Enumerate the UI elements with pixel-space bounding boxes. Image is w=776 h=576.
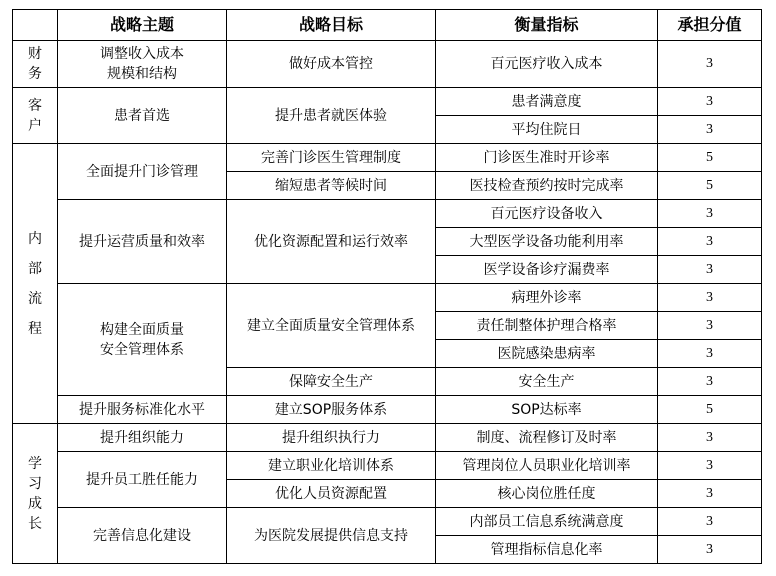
theme-cell: 提升员工胜任能力 (58, 452, 227, 508)
goal-cell: 提升组织执行力 (227, 424, 436, 452)
indicator-cell: 医技检查预约按时完成率 (436, 172, 658, 200)
theme-cell: 全面提升门诊管理 (58, 144, 227, 200)
header-theme: 战略主题 (58, 10, 227, 41)
header-goal: 战略目标 (227, 10, 436, 41)
weight-cell: 5 (658, 144, 762, 172)
indicator-cell: 责任制整体护理合格率 (436, 312, 658, 340)
weight-cell: 3 (658, 424, 762, 452)
table-row (13, 41, 762, 88)
indicator-cell: 内部员工信息系统满意度 (436, 508, 658, 536)
table-row (13, 284, 762, 312)
theme-cell: 构建全面质量 安全管理体系 (58, 284, 227, 396)
indicator-cell: 医学设备诊疗漏费率 (436, 256, 658, 284)
header-indicator: 衡量指标 (436, 10, 658, 41)
weight-cell: 3 (658, 88, 762, 116)
perspective-learning: 学习成长 (13, 424, 58, 564)
weight-cell: 3 (658, 228, 762, 256)
goal-cell: 优化人员资源配置 (227, 480, 436, 508)
weight-cell: 3 (658, 312, 762, 340)
goal-cell: 保障安全生产 (227, 368, 436, 396)
indicator-cell: 百元医疗设备收入 (436, 200, 658, 228)
indicator-cell: 核心岗位胜任度 (436, 480, 658, 508)
perspective-internal: 内部流程 (13, 144, 58, 424)
goal-cell: 完善门诊医生管理制度 (227, 144, 436, 172)
indicator-cell: 门诊医生准时开诊率 (436, 144, 658, 172)
table-row (13, 396, 762, 424)
indicator-cell: 管理岗位人员职业化培训率 (436, 452, 658, 480)
weight-cell: 3 (658, 368, 762, 396)
table-row (13, 200, 762, 228)
weight-cell: 3 (658, 41, 762, 88)
table-row (13, 424, 762, 452)
indicator-cell: 医院感染患病率 (436, 340, 658, 368)
theme-cell: 完善信息化建设 (58, 508, 227, 564)
theme-cell: 提升服务标准化水平 (58, 396, 227, 424)
weight-cell: 3 (658, 200, 762, 228)
theme-cell: 调整收入成本 规模和结构 (58, 41, 227, 88)
table-row (13, 452, 762, 480)
weight-cell: 3 (658, 116, 762, 144)
weight-cell: 5 (658, 396, 762, 424)
weight-cell: 3 (658, 536, 762, 564)
goal-cell: 为医院发展提供信息支持 (227, 508, 436, 564)
theme-cell: 提升组织能力 (58, 424, 227, 452)
indicator-cell: SOP达标率 (436, 396, 658, 424)
weight-cell: 5 (658, 172, 762, 200)
weight-cell: 3 (658, 340, 762, 368)
goal-cell: 提升患者就医体验 (227, 88, 436, 144)
header-row (13, 10, 762, 41)
indicator-cell: 病理外诊率 (436, 284, 658, 312)
theme-cell: 患者首选 (58, 88, 227, 144)
weight-cell: 3 (658, 284, 762, 312)
indicator-cell: 安全生产 (436, 368, 658, 396)
table-row (13, 508, 762, 536)
goal-cell: 建立SOP服务体系 (227, 396, 436, 424)
theme-cell: 提升运营质量和效率 (58, 200, 227, 284)
goal-cell: 缩短患者等候时间 (227, 172, 436, 200)
goal-cell: 建立职业化培训体系 (227, 452, 436, 480)
weight-cell: 3 (658, 256, 762, 284)
goal-cell: 建立全面质量安全管理体系 (227, 284, 436, 368)
weight-cell: 3 (658, 508, 762, 536)
indicator-cell: 大型医学设备功能利用率 (436, 228, 658, 256)
indicator-cell: 患者满意度 (436, 88, 658, 116)
weight-cell: 3 (658, 452, 762, 480)
indicator-cell: 管理指标信息化率 (436, 536, 658, 564)
perspective-customer: 客户 (13, 88, 58, 144)
table-row (13, 88, 762, 116)
weight-cell: 3 (658, 480, 762, 508)
indicator-cell: 平均住院日 (436, 116, 658, 144)
balanced-scorecard-table (12, 9, 762, 564)
perspective-finance: 财务 (13, 41, 58, 88)
goal-cell: 优化资源配置和运行效率 (227, 200, 436, 284)
table-row (13, 144, 762, 172)
indicator-cell: 制度、流程修订及时率 (436, 424, 658, 452)
goal-cell: 做好成本管控 (227, 41, 436, 88)
header-weight: 承担分值 (658, 10, 762, 41)
indicator-cell: 百元医疗收入成本 (436, 41, 658, 88)
header-perspective (13, 10, 58, 41)
